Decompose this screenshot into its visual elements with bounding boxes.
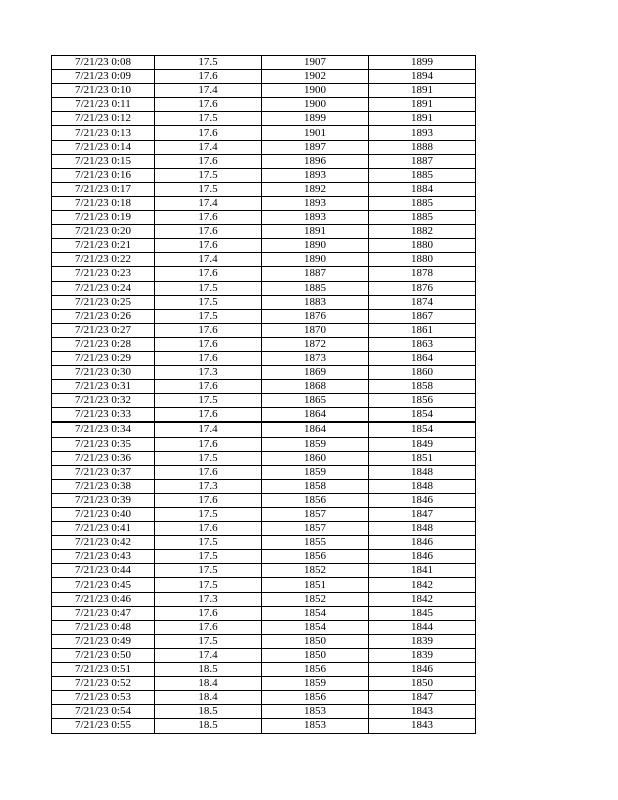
table-row (52, 394, 476, 408)
value-cell-2: 1883 (262, 295, 369, 309)
value-cell-2: 1896 (262, 154, 369, 168)
table-row (52, 493, 476, 507)
value-cell-2: 1857 (262, 522, 369, 536)
value-cell-1: 17.3 (155, 479, 262, 493)
value-cell-2: 1897 (262, 140, 369, 154)
value-cell-1: 17.4 (155, 84, 262, 98)
timestamp-cell: 7/21/23 0:09 (52, 70, 155, 84)
timestamp-cell: 7/21/23 0:45 (52, 578, 155, 592)
value-cell-1: 17.4 (155, 648, 262, 662)
value-cell-1: 17.6 (155, 126, 262, 140)
table-row (52, 564, 476, 578)
timestamp-cell: 7/21/23 0:48 (52, 620, 155, 634)
value-cell-2: 1853 (262, 705, 369, 719)
value-cell-3: 1846 (369, 536, 476, 550)
value-cell-3: 1864 (369, 351, 476, 365)
value-cell-1: 17.6 (155, 380, 262, 394)
table-row (52, 211, 476, 225)
value-cell-3: 1846 (369, 493, 476, 507)
value-cell-3: 1878 (369, 267, 476, 281)
table-row (52, 182, 476, 196)
value-cell-1: 17.5 (155, 451, 262, 465)
timestamp-cell: 7/21/23 0:41 (52, 522, 155, 536)
table-row (52, 351, 476, 365)
value-cell-2: 1854 (262, 620, 369, 634)
timestamp-cell: 7/21/23 0:40 (52, 508, 155, 522)
value-cell-3: 1860 (369, 366, 476, 380)
value-cell-1: 18.5 (155, 719, 262, 733)
timestamp-cell: 7/21/23 0:28 (52, 337, 155, 351)
table-row (52, 705, 476, 719)
value-cell-2: 1885 (262, 281, 369, 295)
value-cell-3: 1885 (369, 168, 476, 182)
value-cell-2: 1893 (262, 196, 369, 210)
value-cell-3: 1893 (369, 126, 476, 140)
table-row (52, 522, 476, 536)
table-row (52, 281, 476, 295)
value-cell-2: 1900 (262, 84, 369, 98)
table-row (52, 451, 476, 465)
timestamp-cell: 7/21/23 0:17 (52, 182, 155, 196)
value-cell-3: 1885 (369, 196, 476, 210)
timestamp-cell: 7/21/23 0:37 (52, 465, 155, 479)
value-cell-2: 1869 (262, 366, 369, 380)
value-cell-3: 1880 (369, 253, 476, 267)
value-cell-3: 1843 (369, 705, 476, 719)
value-cell-1: 17.6 (155, 98, 262, 112)
value-cell-2: 1854 (262, 606, 369, 620)
value-cell-2: 1851 (262, 578, 369, 592)
data-table-body (52, 56, 476, 734)
timestamp-cell: 7/21/23 0:18 (52, 196, 155, 210)
timestamp-cell: 7/21/23 0:14 (52, 140, 155, 154)
value-cell-2: 1856 (262, 550, 369, 564)
table-row (52, 239, 476, 253)
table-row (52, 648, 476, 662)
value-cell-3: 1876 (369, 281, 476, 295)
value-cell-2: 1893 (262, 168, 369, 182)
table-row (52, 309, 476, 323)
value-cell-3: 1861 (369, 323, 476, 337)
value-cell-2: 1892 (262, 182, 369, 196)
value-cell-3: 1867 (369, 309, 476, 323)
value-cell-1: 17.6 (155, 351, 262, 365)
timestamp-cell: 7/21/23 0:13 (52, 126, 155, 140)
timestamp-cell: 7/21/23 0:39 (52, 493, 155, 507)
value-cell-2: 1852 (262, 564, 369, 578)
value-cell-2: 1868 (262, 380, 369, 394)
value-cell-1: 17.5 (155, 508, 262, 522)
timestamp-cell: 7/21/23 0:26 (52, 309, 155, 323)
table-row (52, 337, 476, 351)
value-cell-3: 1848 (369, 479, 476, 493)
timestamp-cell: 7/21/23 0:53 (52, 691, 155, 705)
value-cell-2: 1856 (262, 663, 369, 677)
value-cell-3: 1850 (369, 677, 476, 691)
value-cell-3: 1849 (369, 437, 476, 451)
value-cell-3: 1854 (369, 422, 476, 437)
table-row (52, 465, 476, 479)
value-cell-1: 17.5 (155, 56, 262, 70)
value-cell-3: 1856 (369, 394, 476, 408)
value-cell-3: 1839 (369, 648, 476, 662)
timestamp-cell: 7/21/23 0:15 (52, 154, 155, 168)
value-cell-3: 1854 (369, 408, 476, 423)
value-cell-1: 17.5 (155, 550, 262, 564)
table-row (52, 663, 476, 677)
value-cell-3: 1846 (369, 550, 476, 564)
value-cell-3: 1841 (369, 564, 476, 578)
table-row (52, 168, 476, 182)
value-cell-1: 17.5 (155, 578, 262, 592)
table-row (52, 84, 476, 98)
table-row (52, 620, 476, 634)
table-row (52, 126, 476, 140)
value-cell-3: 1882 (369, 225, 476, 239)
value-cell-2: 1865 (262, 394, 369, 408)
value-cell-1: 17.5 (155, 634, 262, 648)
value-cell-1: 17.5 (155, 182, 262, 196)
value-cell-1: 17.6 (155, 465, 262, 479)
timestamp-cell: 7/21/23 0:54 (52, 705, 155, 719)
value-cell-2: 1907 (262, 56, 369, 70)
timestamp-cell: 7/21/23 0:21 (52, 239, 155, 253)
timestamp-cell: 7/21/23 0:24 (52, 281, 155, 295)
value-cell-2: 1858 (262, 479, 369, 493)
table-row (52, 408, 476, 423)
timestamp-cell: 7/21/23 0:50 (52, 648, 155, 662)
value-cell-3: 1863 (369, 337, 476, 351)
value-cell-1: 17.6 (155, 323, 262, 337)
value-cell-3: 1847 (369, 508, 476, 522)
value-cell-3: 1839 (369, 634, 476, 648)
value-cell-1: 17.6 (155, 606, 262, 620)
value-cell-1: 17.6 (155, 437, 262, 451)
table-row (52, 380, 476, 394)
value-cell-2: 1873 (262, 351, 369, 365)
value-cell-1: 17.5 (155, 394, 262, 408)
value-cell-1: 17.3 (155, 592, 262, 606)
value-cell-2: 1864 (262, 408, 369, 423)
value-cell-3: 1885 (369, 211, 476, 225)
value-cell-1: 17.6 (155, 267, 262, 281)
value-cell-3: 1899 (369, 56, 476, 70)
value-cell-1: 17.6 (155, 211, 262, 225)
timestamp-cell: 7/21/23 0:44 (52, 564, 155, 578)
value-cell-3: 1887 (369, 154, 476, 168)
timestamp-cell: 7/21/23 0:29 (52, 351, 155, 365)
timestamp-cell: 7/21/23 0:20 (52, 225, 155, 239)
table-row (52, 606, 476, 620)
value-cell-1: 18.4 (155, 691, 262, 705)
value-cell-2: 1850 (262, 648, 369, 662)
data-table (51, 55, 476, 734)
value-cell-3: 1847 (369, 691, 476, 705)
value-cell-1: 17.6 (155, 70, 262, 84)
value-cell-1: 17.5 (155, 112, 262, 126)
value-cell-2: 1856 (262, 493, 369, 507)
value-cell-2: 1891 (262, 225, 369, 239)
value-cell-2: 1859 (262, 465, 369, 479)
timestamp-cell: 7/21/23 0:16 (52, 168, 155, 182)
value-cell-2: 1864 (262, 422, 369, 437)
value-cell-2: 1893 (262, 211, 369, 225)
timestamp-cell: 7/21/23 0:51 (52, 663, 155, 677)
table-row (52, 112, 476, 126)
value-cell-1: 17.6 (155, 239, 262, 253)
table-row (52, 634, 476, 648)
timestamp-cell: 7/21/23 0:19 (52, 211, 155, 225)
value-cell-1: 18.5 (155, 705, 262, 719)
value-cell-1: 18.4 (155, 677, 262, 691)
value-cell-2: 1850 (262, 634, 369, 648)
value-cell-3: 1891 (369, 84, 476, 98)
table-row (52, 225, 476, 239)
timestamp-cell: 7/21/23 0:10 (52, 84, 155, 98)
value-cell-1: 17.4 (155, 196, 262, 210)
value-cell-2: 1855 (262, 536, 369, 550)
table-row (52, 366, 476, 380)
value-cell-1: 17.5 (155, 309, 262, 323)
table-row (52, 677, 476, 691)
value-cell-2: 1852 (262, 592, 369, 606)
timestamp-cell: 7/21/23 0:25 (52, 295, 155, 309)
value-cell-3: 1880 (369, 239, 476, 253)
value-cell-3: 1848 (369, 522, 476, 536)
timestamp-cell: 7/21/23 0:23 (52, 267, 155, 281)
value-cell-3: 1888 (369, 140, 476, 154)
timestamp-cell: 7/21/23 0:22 (52, 253, 155, 267)
value-cell-1: 17.6 (155, 154, 262, 168)
timestamp-cell: 7/21/23 0:52 (52, 677, 155, 691)
value-cell-2: 1853 (262, 719, 369, 733)
value-cell-3: 1845 (369, 606, 476, 620)
table-row (52, 719, 476, 733)
value-cell-1: 17.5 (155, 295, 262, 309)
value-cell-3: 1874 (369, 295, 476, 309)
value-cell-2: 1890 (262, 239, 369, 253)
timestamp-cell: 7/21/23 0:36 (52, 451, 155, 465)
value-cell-3: 1846 (369, 663, 476, 677)
timestamp-cell: 7/21/23 0:38 (52, 479, 155, 493)
value-cell-1: 17.6 (155, 225, 262, 239)
value-cell-1: 17.6 (155, 620, 262, 634)
table-row (52, 550, 476, 564)
timestamp-cell: 7/21/23 0:35 (52, 437, 155, 451)
table-row (52, 508, 476, 522)
table-row (52, 536, 476, 550)
timestamp-cell: 7/21/23 0:32 (52, 394, 155, 408)
timestamp-cell: 7/21/23 0:30 (52, 366, 155, 380)
value-cell-1: 17.5 (155, 564, 262, 578)
value-cell-2: 1902 (262, 70, 369, 84)
table-row (52, 196, 476, 210)
value-cell-2: 1860 (262, 451, 369, 465)
timestamp-cell: 7/21/23 0:42 (52, 536, 155, 550)
value-cell-3: 1851 (369, 451, 476, 465)
table-row (52, 437, 476, 451)
value-cell-2: 1876 (262, 309, 369, 323)
value-cell-3: 1842 (369, 592, 476, 606)
table-row (52, 267, 476, 281)
value-cell-1: 17.5 (155, 281, 262, 295)
value-cell-3: 1844 (369, 620, 476, 634)
value-cell-2: 1857 (262, 508, 369, 522)
value-cell-3: 1884 (369, 182, 476, 196)
timestamp-cell: 7/21/23 0:08 (52, 56, 155, 70)
value-cell-3: 1848 (369, 465, 476, 479)
table-row (52, 578, 476, 592)
timestamp-cell: 7/21/23 0:12 (52, 112, 155, 126)
value-cell-1: 17.5 (155, 168, 262, 182)
timestamp-cell: 7/21/23 0:55 (52, 719, 155, 733)
value-cell-3: 1843 (369, 719, 476, 733)
timestamp-cell: 7/21/23 0:47 (52, 606, 155, 620)
table-row (52, 253, 476, 267)
table-row (52, 479, 476, 493)
value-cell-2: 1870 (262, 323, 369, 337)
value-cell-1: 18.5 (155, 663, 262, 677)
value-cell-3: 1894 (369, 70, 476, 84)
value-cell-2: 1859 (262, 677, 369, 691)
table-row (52, 98, 476, 112)
table-row (52, 154, 476, 168)
value-cell-2: 1901 (262, 126, 369, 140)
value-cell-2: 1900 (262, 98, 369, 112)
table-row (52, 56, 476, 70)
table-row (52, 592, 476, 606)
value-cell-1: 17.6 (155, 493, 262, 507)
value-cell-3: 1891 (369, 98, 476, 112)
timestamp-cell: 7/21/23 0:49 (52, 634, 155, 648)
timestamp-cell: 7/21/23 0:33 (52, 408, 155, 423)
value-cell-2: 1872 (262, 337, 369, 351)
value-cell-3: 1891 (369, 112, 476, 126)
timestamp-cell: 7/21/23 0:46 (52, 592, 155, 606)
value-cell-1: 17.6 (155, 337, 262, 351)
timestamp-cell: 7/21/23 0:27 (52, 323, 155, 337)
timestamp-cell: 7/21/23 0:11 (52, 98, 155, 112)
table-row (52, 422, 476, 437)
value-cell-2: 1890 (262, 253, 369, 267)
value-cell-2: 1887 (262, 267, 369, 281)
value-cell-2: 1856 (262, 691, 369, 705)
table-row (52, 323, 476, 337)
value-cell-2: 1899 (262, 112, 369, 126)
table-row (52, 140, 476, 154)
value-cell-1: 17.3 (155, 366, 262, 380)
value-cell-1: 17.6 (155, 408, 262, 423)
timestamp-cell: 7/21/23 0:34 (52, 422, 155, 437)
value-cell-1: 17.4 (155, 253, 262, 267)
value-cell-3: 1858 (369, 380, 476, 394)
timestamp-cell: 7/21/23 0:31 (52, 380, 155, 394)
table-row (52, 295, 476, 309)
value-cell-1: 17.5 (155, 536, 262, 550)
table-row (52, 691, 476, 705)
table-row (52, 70, 476, 84)
timestamp-cell: 7/21/23 0:43 (52, 550, 155, 564)
value-cell-1: 17.6 (155, 522, 262, 536)
value-cell-1: 17.4 (155, 422, 262, 437)
value-cell-2: 1859 (262, 437, 369, 451)
value-cell-1: 17.4 (155, 140, 262, 154)
value-cell-3: 1842 (369, 578, 476, 592)
